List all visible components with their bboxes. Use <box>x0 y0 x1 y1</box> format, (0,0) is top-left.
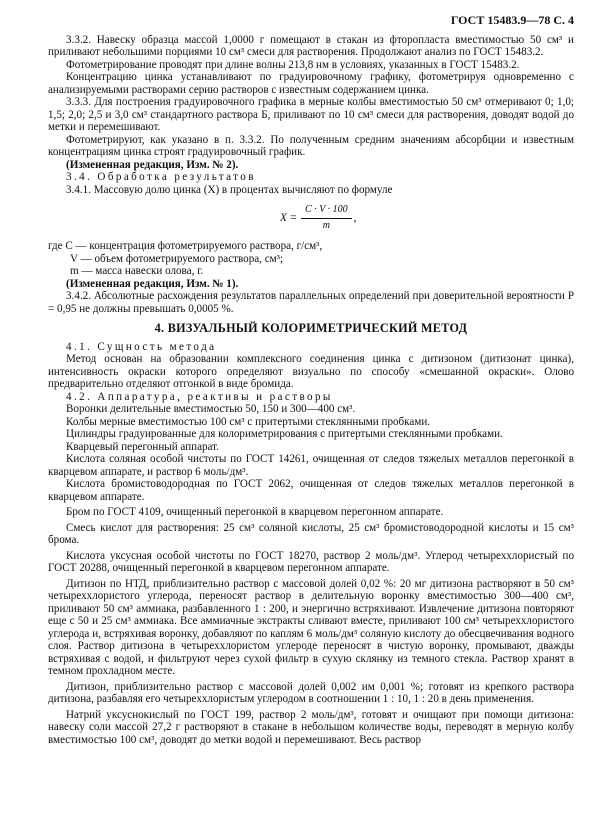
reagent-item: Бром по ГОСТ 4109, очищенный перегонкой в кварцевом перегонном аппарате. <box>66 506 444 518</box>
subsection-heading-42: 4.2. Аппаратура, реактивы и растворы <box>66 390 333 403</box>
paragraph-333: 3.3.3. Для построения градуировочного графика в мерные колбы вместимостью 50 см³ отмеривают 0; 1,0; 1,5; 2,0; 2,5 и 3,0 см³ стандартного раствора Б, приливают по 10 см³ смеси для растворения, доводят водой до метки и перемешивают. <box>48 96 574 133</box>
paragraph-342: 3.4.2. Абсолютные расхождения результатов параллельных определений при доверительной вероятности P = 0,95 не должны превышать 0,0005 %. <box>48 290 574 315</box>
formula-numerator: C · V · 100 <box>301 204 352 219</box>
definition-v: V — объем фотометрируемого раствора, см³; <box>70 252 284 265</box>
paragraph-concentration: Концентрацию цинка устанавливают по градуировочному графику, фотометрируя одновременно с анализируемыми растворами серию растворов с известным содержанием цинка. <box>48 71 574 96</box>
formula-lhs: X = <box>280 211 298 224</box>
document-page <box>48 14 574 746</box>
page-header: ГОСТ 15483.9—78 С. 4 <box>450 13 574 27</box>
reagent-item: Цилиндры градуированные для колориметрирования с притертыми стеклянными пробками. <box>66 428 503 440</box>
reagent-item: Кислота бромистоводородная по ГОСТ 2062, очищенная от следов тяжелых металлов перегонкой в кварцевом аппарате. <box>48 478 574 503</box>
definition-m: m — масса навески олова, г. <box>70 265 204 277</box>
reagent-item: Кислота уксусная особой чистоты по ГОСТ 18270, раствор 2 моль/дм³. Углерод четыреххлористый по ГОСТ 20288, очищенный перегонкой в кварцевом перегонном аппарате. <box>48 549 574 574</box>
definition-c: где C — концентрация фотометрируемого раствора, г/см³, <box>48 240 323 252</box>
edition-note: (Измененная редакция, Изм. № 2). <box>66 158 239 171</box>
paragraph-332: 3.3.2. Навеску образца массой 1,0000 г помещают в стакан из фторопласта вместимостью 50 см³ и приливают небольшими порциями 10 см³ смеси для растворения. Продолжают анализ по ГОСТ 15483.2. <box>48 33 574 58</box>
reagent-item: Смесь кислот для растворения: 25 см³ соляной кислоты, 25 см³ бромистоводородной кислоты и 15 см³ брома. <box>48 521 574 546</box>
formula-comma: , <box>353 211 357 224</box>
formula-fraction <box>301 204 352 232</box>
edition-note: (Измененная редакция, Изм. № 1). <box>66 277 239 290</box>
paragraph-41: Метод основан на образовании комплексного соединения цинка с дитизоном (дитизонат цинка), интенсивность окраски которого определяют визуально по способу «смешанной окраски». Олово предварительно отделяют отгонкой в виде бромида. <box>48 353 574 390</box>
reagent-item: Воронки делительные вместимостью 50, 150 и 300—400 см³. <box>66 403 356 415</box>
reagent-item: Кислота соляная особой чистоты по ГОСТ 14261, очищенная от следов тяжелых металлов перегонкой в кварцевом аппарате, и раствор 6 моль/дм³. <box>48 453 574 478</box>
paragraph-photometry-graph: Фотометрируют, как указано в п. 3.3.2. По полученным средним значениям абсорбции и известным концентрациям цинка строят градуировочный график. <box>48 133 574 158</box>
section-title: 4. ВИЗУАЛЬНЫЙ КОЛОРИМЕТРИЧЕСКИЙ МЕТОД <box>154 321 468 335</box>
subsection-heading-34: 3.4. Обработка результатов <box>66 171 256 183</box>
reagent-item: Колбы мерные вместимостью 100 см³ с притертыми стеклянными пробками. <box>66 415 431 428</box>
reagent-item: Дитизон по НТД, приблизительно раствор с массовой долей 0,02 %: 20 мг дитизона растворяют в 50 см³ четыреххлористого углерода, переносят раствор в делительную воронку вместимостью 300—400 см³, приливают 50 см³ аммиака, разбавленного 1 : 200, и энергично встряхивают. Извлечение дитизона повторяют еще с 50 и 25 см³ аммиака. Все аммиачные экстракты сливают вместе, приливают 100 см³ четыреххлористого углерода и, встряхивая воронку, добавляют по каплям 6 моль/дм³ соляную кислоту до обесцвечивания водного слоя. Раствор дитизона в четыреххлористом углероде переносят в чистую воронку, промывают, дважды встряхивая с водой, и фильтруют через сухой фильтр в сухую склянку из темного стекла. Раствор хранят в темном прохладном месте. <box>48 577 574 677</box>
reagent-item: Кварцевый перегонный аппарат. <box>66 440 219 453</box>
subsection-heading-41: 4.1. Сущность метода <box>66 340 217 353</box>
reagent-item: Дитизон, приблизительно раствор с массовой долей 0,002 им 0,001 %; готовят из крепкого раствора дитизона, разбавляя его четыреххлористым углеродом в соотношении 1 : 10, 1 : 20 в день применения. <box>48 680 574 705</box>
formula <box>280 199 574 237</box>
paragraph-photometry: Фотометрирование проводят при длине волны 213,8 нм в условиях, указанных в ГОСТ 15483.2. <box>66 58 520 71</box>
reagent-item: Натрий уксуснокислый по ГОСТ 199, раствор 2 моль/дм³, готовят и очищают при помощи дитизона: навеску соли массой 27,2 г растворяют в стакане в небольшом количестве воды, переводят в мерную колбу вместимостью 100 см³, доводят до метки водой и перемешивают. Весь раствор <box>48 708 574 746</box>
paragraph-341: 3.4.1. Массовую долю цинка (X) в процентах вычисляют по формуле <box>66 183 393 196</box>
formula-denominator: m <box>322 219 330 231</box>
